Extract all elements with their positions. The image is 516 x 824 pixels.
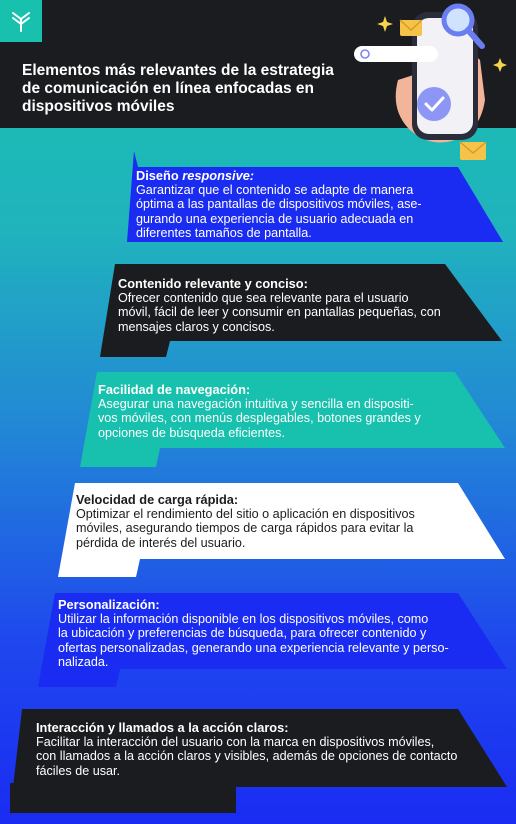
logo (0, 0, 42, 42)
item-body-line: Optimizar el rendimiento del sitio o aplicación en dispositivos (76, 507, 415, 522)
pyramid-level-5 (0, 565, 516, 690)
item-body-line: Utilizar la información disponible en los dispositivos móviles, como (58, 612, 429, 627)
item-body-line: diferentes tamaños de pantalla. (136, 225, 312, 240)
item-heading: Facilidad de navegación: (98, 382, 251, 397)
pyramid-level-2 (0, 236, 516, 360)
item-body-line: fáciles de usar. (36, 763, 121, 778)
item-body-line: móviles, asegurando tiempos de carga rápidos para evitar la (76, 521, 414, 536)
item-body-line: ofertas personalizadas, generando una experiencia relevante y perso- (58, 640, 449, 655)
item-heading: Contenido relevante y conciso: (118, 276, 308, 291)
pyramid-level-1 (0, 150, 516, 245)
item-body-line: vos móviles, con menús desplegables, botones grandes y (98, 411, 421, 426)
item-body-line: Facilitar la interacción del usuario con la marca en dispositivos móviles, (36, 735, 435, 750)
item-heading: Velocidad de carga rápida: (76, 492, 239, 507)
pyramid-level-3 (0, 345, 516, 470)
item-body-line: Asegurar una navegación intuitiva y sencilla en dispositi- (98, 397, 414, 412)
pyramid-level-6 (0, 687, 516, 824)
item-body-line: móvil, fácil de leer y consumir en pantallas pequeñas, con (118, 305, 441, 320)
item-heading: Interacción y llamados a la acción claros: (36, 720, 289, 735)
item-body-line: gurando una experiencia de usuario adecuada en (136, 211, 414, 226)
item-body-line: pérdida de interés del usuario. (76, 535, 246, 550)
brand-logo-icon (0, 0, 42, 42)
item-body-line: mensajes claros y concisos. (118, 319, 275, 334)
item-heading: Personalización: (58, 597, 160, 612)
item-body-line: opciones de búsqueda eficientes. (98, 425, 285, 440)
pyramid-level-4 (0, 455, 516, 580)
item-heading: Diseño responsive: (136, 168, 255, 183)
item-body-line: con llamados a la acción claros y visibles, además de opciones de contacto (36, 749, 458, 764)
item-body-line: nalizada. (58, 654, 109, 669)
item-body-line: la ubicación y preferencias de búsqueda, para ofrecer contenido y (58, 626, 427, 641)
phone-illustration (350, 0, 516, 170)
checkmark-icon (417, 87, 451, 121)
item-body-line: Ofrecer contenido que sea relevante para el usuario (118, 291, 409, 306)
item-body-line: óptima a las pantallas de dispositivos móviles, ase- (136, 197, 422, 212)
page-title: Elementos más relevantes de la estrategia de comunicación en línea enfocadas en dispositivos móviles (22, 62, 334, 115)
item-body-line: Garantizar que el contenido se adapte de manera (136, 183, 414, 198)
search-bar-icon (354, 46, 438, 62)
